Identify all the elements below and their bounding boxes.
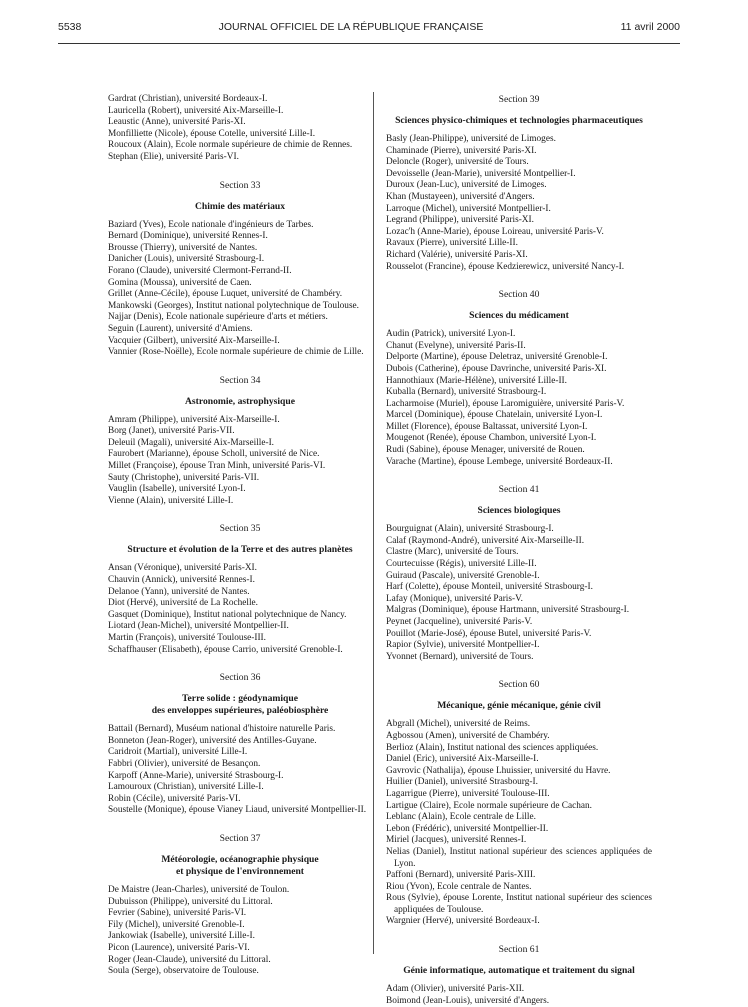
appointment-entry: Leblanc (Alain), Ecole centrale de Lille. — [386, 812, 536, 823]
appointment-entry: Danicher (Louis), université Strasbourg-I. — [108, 254, 265, 265]
section-number: Section 35 — [219, 523, 261, 535]
appointment-entry: Delanoe (Yann), université de Nantes. — [108, 586, 250, 597]
appointment-entry: Soustelle (Monique), épouse Vianey Liaud, université Montpellier-II. — [108, 805, 367, 816]
publication-date: 11 avril 2000 — [620, 21, 680, 33]
appointment-entry: Faurobert (Marianne), épouse Scholl, université de Nice. — [108, 449, 320, 460]
section-block — [108, 180, 372, 359]
appointment-entry: Rousselot (Francine), épouse Kedzierewicz, université Nancy-I. — [386, 261, 625, 272]
appointment-entry: Millet (Françoise), épouse Tran Minh, université Paris-VI. — [108, 461, 326, 472]
appointment-entry: Berlioz (Alain), Institut national des sciences appliquées. — [386, 742, 599, 753]
appointment-entry: Gomina (Moussa), université de Caen. — [108, 277, 252, 288]
section-block — [386, 289, 652, 468]
section-number: Section 34 — [219, 374, 261, 386]
appointment-entry: Liotard (Jean-Michel), université Montpellier-II. — [108, 621, 289, 632]
appointment-entry: Duroux (Jean-Luc), université de Limoges. — [386, 180, 547, 191]
section-title: Sciences du médicament — [469, 310, 569, 322]
appointment-entry: Peynet (Jacqueline), université Paris-V. — [386, 617, 533, 627]
appointment-entry: Boimond (Jean-Louis), université d'Angers. — [386, 995, 550, 1006]
appointment-entry: Riou (Yvon), Ecole centrale de Nantes. — [386, 881, 532, 892]
section-block — [108, 375, 372, 508]
appointment-entry: Robin (Cécile), université Paris-VI. — [108, 793, 241, 804]
appointment-entry: Ravaux (Pierre), université Lille-II. — [386, 238, 518, 249]
appointment-entry: Seguin (Laurent), université d'Amiens. — [108, 323, 253, 334]
appointment-entry: Lamouroux (Christian), université Lille-I. — [108, 782, 264, 793]
appointment-entry: Lafay (Monique), université Paris-V. — [386, 593, 523, 604]
appointment-entry: Vauglin (Isabelle), université Lyon-I. — [108, 484, 246, 495]
appointment-entry: Vannier (Rose-Noëlle), Ecole normale supérieure de chimie de Lille. — [108, 347, 364, 358]
appointment-entry: Mankowski (Georges), Institut national polytechnique de Toulouse. — [108, 300, 360, 311]
appointment-entry: Amram (Philippe), université Aix-Marseille-I. — [108, 414, 280, 425]
appointment-entry: Legrand (Philippe), université Paris-XI. — [386, 215, 534, 226]
section-title: Astronomie, astrophysique — [185, 395, 295, 407]
appointment-entry: Martin (François), université Toulouse-III. — [108, 633, 266, 643]
appointment-entry: Lartigue (Claire), Ecole normale supérieure de Cachan. — [386, 800, 592, 811]
appointment-entry: Lauricella (Robert), université Aix-Marseille-I. — [108, 105, 284, 116]
appointment-entry: Guiraud (Pascale), université Grenoble-I. — [386, 570, 540, 581]
appointment-entry: Lebon (Frédéric), université Montpellier-II. — [386, 823, 549, 834]
section-block — [108, 833, 372, 978]
appointment-entry: Jankowiak (Isabelle), université Lille-I. — [108, 931, 255, 942]
section-title: Structure et évolution de la Terre et des autres planètes — [127, 544, 353, 556]
left-column — [108, 94, 372, 978]
appointment-entry: Vienne (Alain), université Lille-I. — [108, 495, 234, 506]
appointment-entry: Delporte (Martine), épouse Deletraz, université Grenoble-I. — [386, 352, 608, 363]
section-title: Sciences physico-chimiques et technologies pharmaceutiques — [395, 115, 643, 126]
appointment-entry: Harf (Colette), épouse Monteil, université Strasbourg-I. — [386, 582, 593, 593]
page-header — [58, 17, 680, 37]
section-block — [386, 679, 652, 928]
appointment-entry: Paffoni (Bernard), université Paris-XIII. — [386, 870, 536, 881]
appointment-entry: Caridroit (Martial), université Lille-I. — [108, 747, 248, 758]
appointment-entry: Courtecuisse (Régis), université Lille-II. — [386, 559, 537, 570]
appointment-entry: Bourguignat (Alain), université Strasbourg-I. — [386, 524, 554, 535]
appointment-entry: Grillet (Anne-Cécile), épouse Luquet, université de Chambéry. — [108, 289, 343, 300]
appointment-entry: Miriel (Jacques), université Rennes-I. — [386, 835, 527, 846]
section-title: Mécanique, génie mécanique, génie civil — [437, 700, 601, 712]
appointment-entry: Wargnier (Hervé), université Bordeaux-I. — [386, 916, 540, 927]
appointment-entry: Varache (Martine), épouse Lembege, université Bordeaux-II. — [386, 456, 613, 467]
section-block — [386, 94, 652, 273]
appointment-entry: Rous (Sylvie), épouse Lorente, Institut national supérieur des sciences appliquées de Toulouse. — [386, 893, 652, 915]
appointment-entry: Dubuisson (Philippe), université du Littoral. — [108, 896, 273, 907]
section-number: Section 33 — [219, 179, 261, 191]
appointment-entry: Hannothiaux (Marie-Hélène), université Lille-II. — [386, 375, 567, 386]
appointment-entry: Chanut (Evelyne), université Paris-II. — [386, 340, 526, 351]
appointment-entry: Abgrall (Michel), université de Reims. — [386, 719, 531, 730]
appointment-entry: Deleuil (Magali), université Aix-Marseille-I. — [108, 437, 275, 448]
appointment-entry: Picon (Laurence), université Paris-VI. — [108, 942, 250, 953]
appointment-entry: Soula (Serge), observatoire de Toulouse. — [108, 966, 259, 977]
appointment-entry: Brousse (Thierry), université de Nantes. — [108, 242, 258, 253]
appointment-entry: Deloncle (Roger), université de Tours. — [386, 157, 529, 168]
section-number: Section 40 — [498, 289, 540, 301]
appointment-entry: Lozac'h (Anne-Marie), épouse Loireau, université Paris-V. — [386, 226, 604, 237]
appointment-entry: Najjar (Denis), Ecole nationale supérieure d'arts et métiers. — [108, 312, 328, 323]
section-block — [108, 672, 372, 817]
appointment-entry: Gardrat (Christian), université Bordeaux-I. — [108, 94, 268, 104]
appointment-entry: Pouillot (Marie-José), épouse Butel, université Paris-V. — [386, 628, 592, 639]
appointment-entry: Bernard (Dominique), université Rennes-I. — [108, 231, 268, 242]
appointment-entry: Diot (Hervé), université de La Rochelle. — [108, 598, 258, 609]
appointment-entry: Karpoff (Anne-Marie), université Strasbourg-I. — [108, 770, 284, 781]
appointment-entry: Gasquet (Dominique), Institut national polytechnique de Nancy. — [108, 609, 347, 620]
appointment-entry: Lagarrigue (Pierre), université Toulouse-III. — [386, 788, 550, 799]
appointment-entry: Forano (Claude), université Clermont-Ferrand-II. — [108, 265, 292, 276]
section-title: Sciences biologiques — [477, 505, 561, 517]
appointment-entry: Chauvin (Annick), université Rennes-I. — [108, 575, 255, 586]
continued-section-block — [108, 94, 372, 164]
column-divider — [373, 92, 374, 954]
appointment-entry: Bonneton (Jean-Roger), université des Antilles-Guyane. — [108, 735, 317, 746]
appointment-entry: Fily (Michel), université Grenoble-I. — [108, 919, 245, 930]
appointment-entry: Roucoux (Alain), Ecole normale supérieure de chimie de Rennes. — [108, 140, 353, 151]
right-column — [386, 94, 652, 1007]
appointment-entry: Fabbri (Olivier), université de Besançon. — [108, 758, 261, 769]
appointment-entry: Daniel (Eric), université Aix-Marseille-I. — [386, 754, 539, 765]
header-rule — [58, 43, 680, 44]
appointment-entry: Millet (Florence), épouse Baltassat, université Lyon-I. — [386, 421, 588, 432]
section-block — [386, 944, 652, 1007]
appointment-entry: Stephan (Elie), université Paris-VI. — [108, 151, 239, 162]
appointment-entry: Lacharmoise (Muriel), épouse Laromiguière, université Paris-V. — [386, 398, 625, 409]
appointment-entry: Huilier (Daniel), université Strasbourg-I. — [386, 777, 538, 788]
appointment-entry: Nelias (Daniel), Institut national supérieur des sciences appliquées de Lyon. — [386, 846, 652, 869]
section-title: Terre solide : géodynamique des enveloppes supérieures, paléobiosphère — [151, 693, 329, 717]
appointment-entry: Khan (Mustayeen), université d'Angers. — [386, 191, 535, 202]
appointment-entry: Basly (Jean-Philippe), université de Limoges. — [386, 134, 556, 144]
appointment-entry: Marcel (Dominique), épouse Chatelain, université Lyon-I. — [386, 410, 603, 421]
section-number: Section 60 — [498, 679, 540, 691]
appointment-entry: Dubois (Catherine), épouse Davrinche, université Paris-XI. — [386, 363, 607, 374]
appointment-entry: Fevrier (Sabine), université Paris-VI. — [108, 908, 247, 919]
appointment-entry: Vacquier (Gilbert), université Aix-Marseille-I. — [108, 335, 280, 346]
appointment-entry: Yvonnet (Bernard), université de Tours. — [386, 651, 534, 662]
journal-title: JOURNAL OFFICIEL DE LA RÉPUBLIQUE FRANÇAISE — [218, 21, 484, 33]
section-block — [108, 523, 372, 656]
section-title: Chimie des matériaux — [194, 200, 286, 212]
appointment-entry: Roger (Jean-Claude), université du Littoral. — [108, 954, 271, 965]
appointment-entry: Sauty (Christophe), université Paris-VII. — [108, 472, 260, 483]
appointment-entry: Rudi (Sabine), épouse Menager, université de Rouen. — [386, 445, 585, 456]
section-number: Section 41 — [498, 484, 540, 496]
page-number: 5538 — [58, 21, 82, 33]
appointment-entry: Larroque (Michel), université Montpellier-I. — [386, 203, 551, 214]
section-number: Section 61 — [498, 944, 540, 956]
appointment-entry: Leaustic (Anne), université Paris-XI. — [108, 117, 246, 128]
appointment-entry: Audin (Patrick), université Lyon-I. — [386, 329, 516, 340]
appointment-entry: Devoisselle (Jean-Marie), université Montpellier-I. — [386, 168, 576, 179]
appointment-entry: Borg (Janet), université Paris-VII. — [108, 426, 235, 437]
section-block — [386, 484, 652, 663]
appointment-entry: Ansan (Véronique), université Paris-XI. — [108, 563, 257, 574]
appointment-entry: Baziard (Yves), Ecole nationale d'ingénieurs de Tarbes. — [108, 219, 314, 230]
appointment-entry: Monfilliette (Nicole), épouse Cotelle, université Lille-I. — [108, 128, 316, 139]
appointment-entry: Rapior (Sylvie), université Montpellier-I. — [386, 640, 540, 651]
appointment-entry: Agbossou (Amen), université de Chambéry. — [386, 730, 550, 741]
appointment-entry: Calaf (Raymond-André), université Aix-Marseille-II. — [386, 535, 585, 546]
appointment-entry: Adam (Olivier), université Paris-XII. — [386, 984, 525, 995]
appointment-entry: Chaminade (Pierre), université Paris-XI. — [386, 145, 537, 156]
appointment-entry: Clastre (Marc), université de Tours. — [386, 547, 519, 558]
appointment-entry: Kuballa (Bernard), université Strasbourg-I. — [386, 387, 547, 398]
appointment-entry: Battail (Bernard), Muséum national d'histoire naturelle Paris. — [108, 724, 336, 735]
appointment-entry: Gavrovic (Nathalija), épouse Lhuissier, université du Havre. — [386, 765, 611, 776]
appointment-entry: De Maistre (Jean-Charles), université de Toulon. — [108, 884, 290, 895]
appointment-entry: Richard (Valérie), université Paris-XI. — [386, 249, 528, 260]
section-title: Génie informatique, automatique et traitement du signal — [403, 965, 635, 977]
section-number: Section 37 — [219, 832, 261, 844]
section-title: Météorologie, océanographie physique et physique de l'environnement — [161, 853, 319, 877]
appointment-entry: Schaffhauser (Elisabeth), épouse Carrio, université Grenoble-I. — [108, 644, 343, 655]
section-number: Section 36 — [219, 672, 261, 684]
section-number: Section 39 — [498, 94, 540, 105]
appointment-entry: Mougenot (Renée), épouse Chambon, université Lyon-I. — [386, 433, 597, 444]
appointment-entry: Malgras (Dominique), épouse Hartmann, université Strasbourg-I. — [386, 605, 630, 616]
